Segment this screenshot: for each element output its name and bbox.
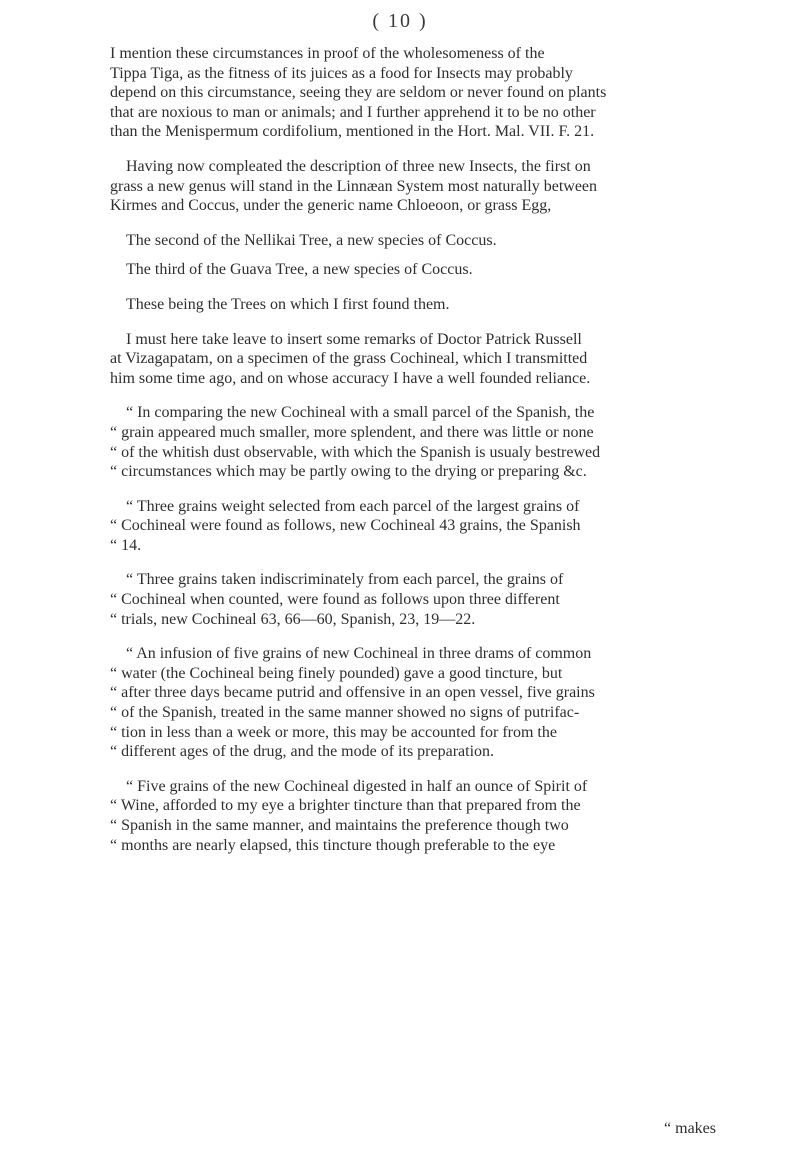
- paragraph: [110, 44, 720, 142]
- paragraph: [110, 403, 720, 481]
- text-line: at Vizagapatam, on a specimen of the grass Cochineal, which I transmitted: [110, 350, 588, 368]
- text-line: than the Menispermum cordifolium, mentioned in the Hort. Mal. VII. F. 21.: [110, 123, 595, 141]
- page-number: ( 10 ): [372, 10, 428, 32]
- paragraph: [110, 157, 720, 216]
- text-line: I must here take leave to insert some remarks of Doctor Patrick Russell: [126, 330, 582, 348]
- paragraph: [110, 330, 720, 389]
- text-line: “ water (the Cochineal being finely pounded) gave a good tincture, but: [110, 664, 563, 682]
- text-line: depend on this circumstance, seeing they are seldom or never found on plants: [110, 84, 607, 102]
- text-line: “ circumstances which may be partly owing to the drying or preparing &c.: [110, 463, 587, 481]
- text-line: “ months are nearly elapsed, this tincture though preferable to the eye: [110, 836, 556, 854]
- paragraph: [110, 231, 720, 251]
- paragraph: [110, 644, 720, 762]
- paragraph: [110, 497, 720, 556]
- text-line: I mention these circumstances in proof of the wholesomeness of the: [110, 45, 545, 62]
- text-line: “ Cochineal when counted, were found as follows upon three different: [110, 591, 560, 609]
- text-line: “ tion in less than a week or more, this may be accounted for from the: [110, 723, 557, 741]
- paragraph: [110, 777, 720, 855]
- text-line: “ of the Spanish, treated in the same manner showed no signs of putrifac-: [110, 704, 580, 722]
- paragraph: [110, 260, 720, 280]
- text-line: “ Five grains of the new Cochineal digested in half an ounce of Spirit of: [126, 777, 588, 795]
- text-line: “ after three days became putrid and offensive in an open vessel, five grains: [110, 684, 595, 702]
- catchword: “ makes: [664, 1120, 716, 1137]
- text-line: The third of the Guava Tree, a new species of Coccus.: [126, 261, 473, 279]
- text-line: “ Three grains taken indiscriminately from each parcel, the grains of: [126, 571, 564, 589]
- text-line: Tippa Tiga, as the fitness of its juices as a food for Insects may probably: [110, 64, 573, 82]
- text-line: “ In comparing the new Cochineal with a small parcel of the Spanish, the: [126, 404, 595, 422]
- text-line: “ Three grains weight selected from each parcel of the largest grains of: [126, 497, 580, 515]
- text-line: “ Wine, afforded to my eye a brighter tincture than that prepared from the: [110, 797, 581, 815]
- text-line: him some time ago, and on whose accuracy I have a well founded reliance.: [110, 369, 591, 387]
- text-line: “ Cochineal were found as follows, new Cochineal 43 grains, the Spanish: [110, 517, 581, 535]
- text-line: Kirmes and Coccus, under the generic name Chloeoon, or grass Egg,: [110, 197, 552, 215]
- text-line: “ 14.: [110, 536, 142, 554]
- text-line: “ Spanish in the same manner, and maintains the preference though two: [110, 817, 569, 834]
- text-line: “ of the whitish dust observable, with which the Spanish is usualy bestrewed: [110, 443, 601, 461]
- text-line: grass a new genus will stand in the Linnæan System most naturally between: [110, 177, 598, 195]
- text-line: Having now compleated the description of three new Insects, the first on: [126, 157, 591, 175]
- paragraph: [110, 570, 720, 629]
- text-line: These being the Trees on which I first found them.: [126, 295, 450, 313]
- text-line: “ trials, new Cochineal 63, 66—60, Spanish, 23, 19—22.: [110, 610, 476, 628]
- text-line: that are noxious to man or animals; and I further apprehend it to be no other: [110, 103, 596, 121]
- paragraph: [110, 295, 720, 315]
- text-line: “ different ages of the drug, and the mode of its preparation.: [110, 743, 495, 761]
- text-line: “ grain appeared much smaller, more splendent, and there was little or none: [110, 423, 594, 441]
- text-line: The second of the Nellikai Tree, a new species of Coccus.: [126, 231, 497, 249]
- body-text: [110, 44, 720, 870]
- text-line: “ An infusion of five grains of new Cochineal in three drams of common: [126, 645, 592, 663]
